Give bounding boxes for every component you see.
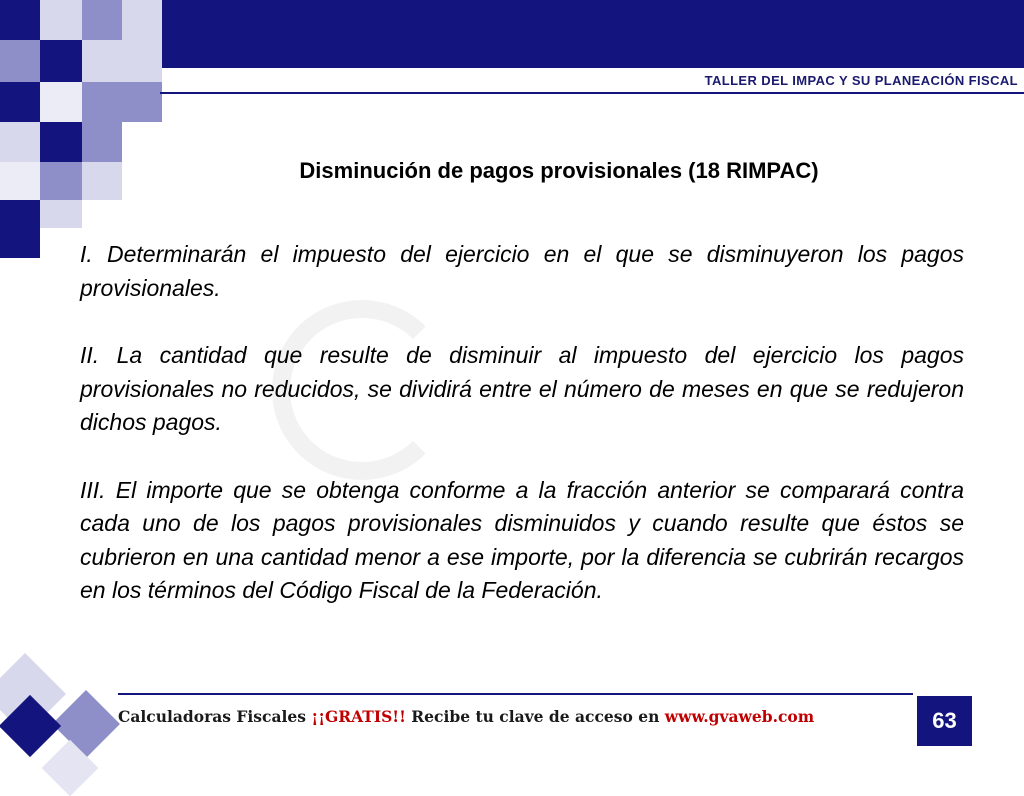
footer-banner bbox=[118, 707, 814, 726]
footer-url-link[interactable]: www.gvaweb.com bbox=[664, 707, 815, 726]
footer-text-1: Calculadoras Fiscales bbox=[118, 707, 312, 726]
deco-square bbox=[40, 200, 82, 228]
header-title: TALLER DEL IMPAC Y SU PLANEACIÓN FISCAL bbox=[704, 73, 1018, 88]
deco-square bbox=[0, 122, 40, 162]
page-number: 63 bbox=[917, 696, 972, 746]
paragraph-iii: III. El importe que se obtenga conforme a la fracción anterior se comparará contra cada uno de los pagos provisionales disminuidos y cuando resulte que éstos se cubrieron en una cantidad menor a ese importe, por la diferencia se cubrirán recargos en los términos del Código Fiscal de la Federación. bbox=[80, 476, 964, 603]
footer-text-2: Recibe tu clave de acceso en bbox=[405, 707, 665, 726]
deco-square bbox=[82, 0, 122, 40]
deco-square bbox=[82, 40, 122, 82]
paragraph-ii: II. La cantidad que resulte de disminuir al impuesto del ejercicio los pagos provisionales no reducidos, se dividirá entre el número de meses en que se redujeron dichos pagos. bbox=[80, 342, 964, 435]
deco-square bbox=[40, 122, 82, 162]
slide-title bbox=[0, 158, 1024, 184]
slide-title-text: Disminución de pagos provisionales (18 RIMPAC) bbox=[299, 158, 819, 183]
deco-square bbox=[122, 82, 162, 122]
deco-square bbox=[122, 40, 162, 82]
deco-square bbox=[40, 82, 82, 122]
deco-square bbox=[0, 82, 40, 122]
deco-square bbox=[40, 40, 82, 82]
deco-square bbox=[82, 122, 122, 162]
header-rule bbox=[160, 92, 1024, 94]
paragraph-i: I. Determinarán el impuesto del ejercicio en el que se disminuyeron los pagos provisionales. bbox=[80, 241, 964, 301]
slide-body bbox=[80, 238, 964, 642]
deco-square bbox=[0, 0, 40, 40]
deco-square bbox=[40, 0, 82, 40]
deco-square bbox=[0, 40, 40, 82]
deco-square bbox=[122, 0, 162, 40]
footer-gratis: ¡¡GRATIS!! bbox=[311, 707, 406, 726]
deco-square bbox=[0, 200, 40, 258]
deco-square bbox=[82, 82, 122, 122]
footer-rule bbox=[118, 693, 913, 695]
